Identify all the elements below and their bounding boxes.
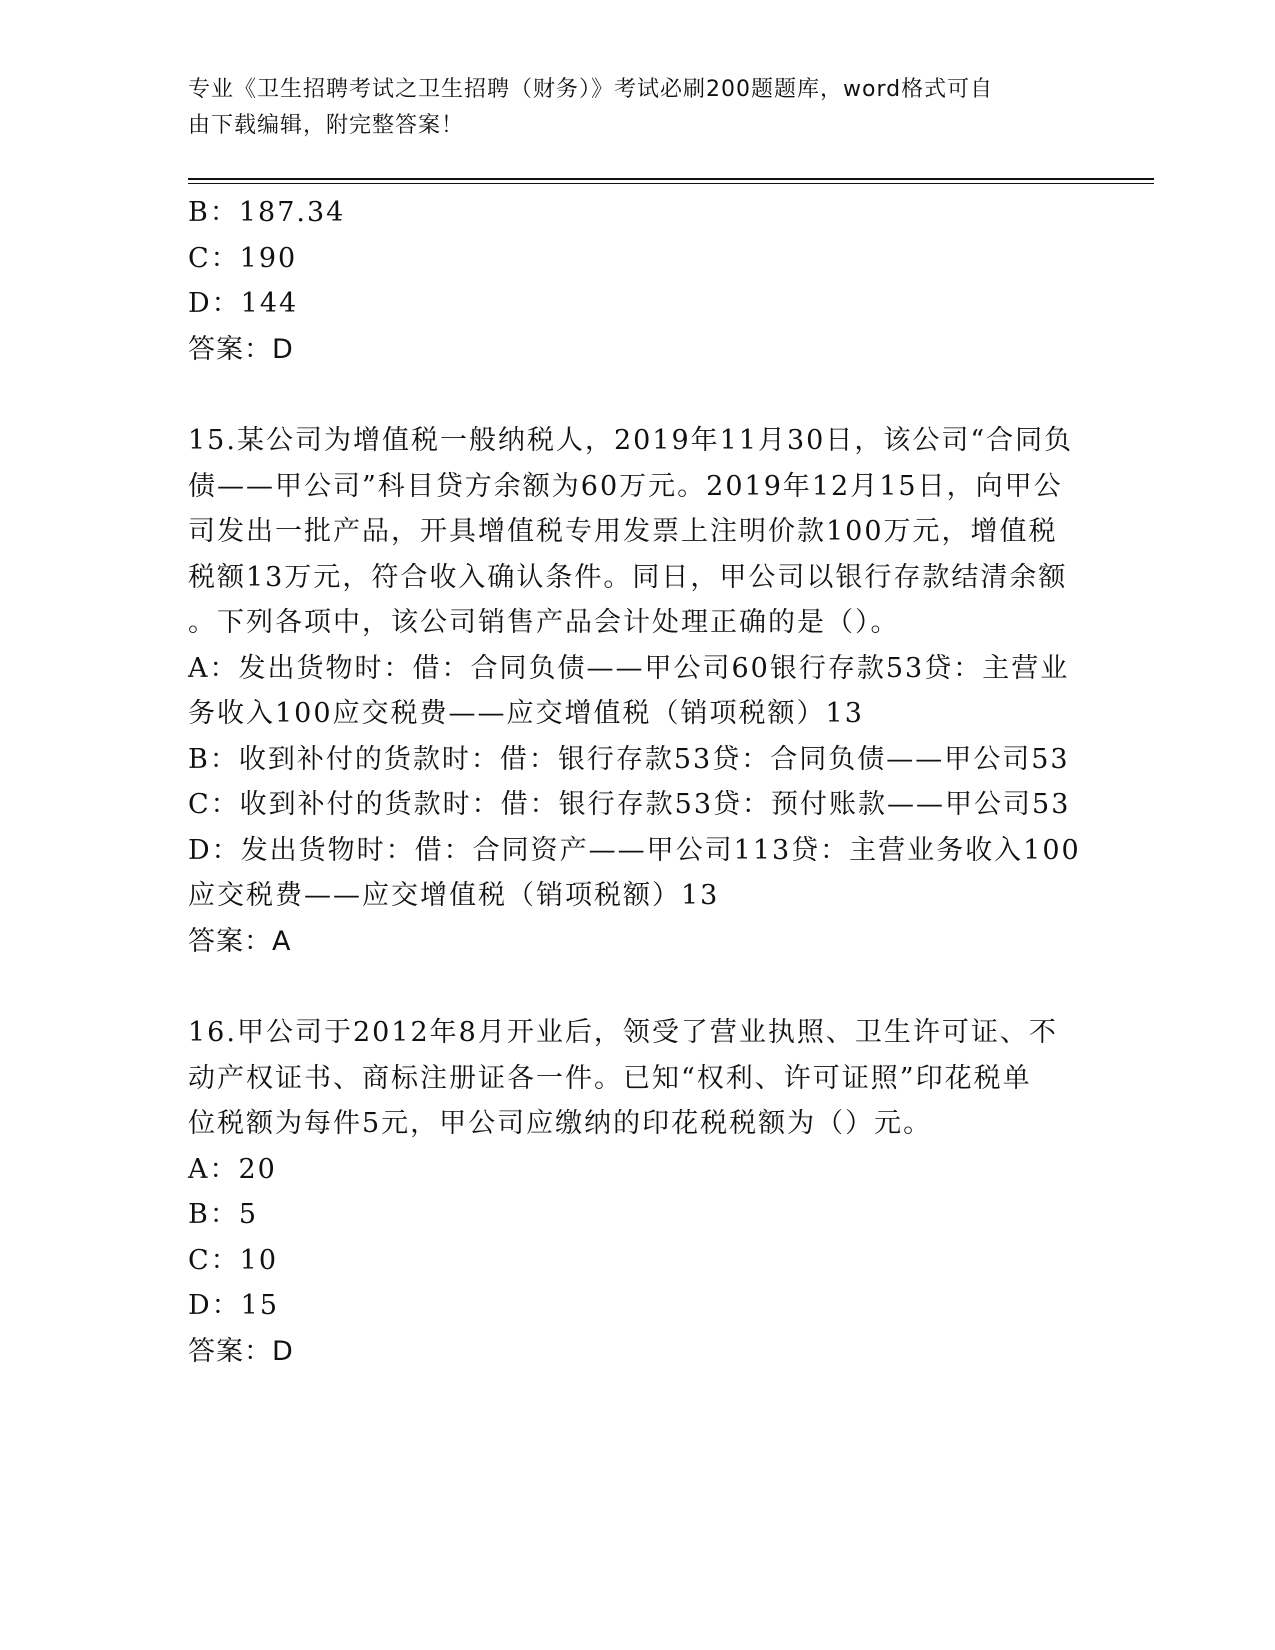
spacer: [188, 964, 1088, 1010]
header-rule-thin: [188, 183, 1154, 184]
q16-answer: 答案：D: [188, 1335, 294, 1367]
q15-stem-line: 15.某公司为增值税一般纳税人，2019年11月30日，该公司“合同负: [188, 425, 1074, 456]
q15-option-a: A：发出货物时：借：合同负债——甲公司60银行存款53贷：主营业: [188, 652, 1070, 684]
q15-stem-line: 司发出一批产品，开具增值税专用发票上注明价款100万元，增值税: [188, 516, 1058, 547]
q14-option-d: D：144: [188, 288, 299, 319]
question-content: [188, 190, 1088, 1374]
q16-option-d: D：15: [188, 1290, 280, 1321]
q15-stem-line: 税额13万元，符合收入确认条件。同日，甲公司以银行存款结清余额: [188, 561, 1068, 593]
q14-answer: 答案：D: [188, 333, 294, 365]
q16-option-b: B：5: [188, 1199, 259, 1230]
q16-option-a: A：20: [188, 1153, 277, 1185]
q15-option-b: B：收到补付的货款时：借：银行存款53贷：合同负债——甲公司53: [188, 743, 1070, 775]
q15-stem-line: 债——甲公司”科目贷方余额为60万元。2019年12月15日，向甲公: [188, 470, 1063, 502]
q15-option-d: D：发出货物时：借：合同资产——甲公司113贷：主营业务收入100: [188, 834, 1081, 866]
spacer: [188, 372, 1088, 418]
q15-option-d-cont: 应交税费——应交增值税（销项税额）13: [188, 880, 720, 911]
q15-stem-line: 。下列各项中，该公司销售产品会计处理正确的是（）。: [188, 607, 900, 638]
q14-option-c: C：190: [188, 242, 298, 274]
q15-answer: 答案：A: [188, 925, 292, 957]
q16-option-c: C：10: [188, 1244, 279, 1276]
q16-stem-line: 位税额为每件5元，甲公司应缴纳的印花税税额为（）元。: [188, 1108, 933, 1139]
q16-stem-line: 16.甲公司于2012年8月开业后，领受了营业执照、卫生许可证、不: [188, 1017, 1058, 1048]
q16-stem-line: 动产权证书、商标注册证各一件。已知“权利、许可证照”印花税单: [188, 1062, 1032, 1094]
header-line-1: 专业《卫生招聘考试之卫生招聘（财务）》考试必刷200题题库，word格式可自: [188, 77, 994, 102]
header-line-2: 由下载编辑，附完整答案！: [188, 113, 465, 138]
document-header: [188, 72, 1088, 144]
q15-option-a-cont: 务收入100应交税费——应交增值税（销项税额）13: [188, 698, 864, 729]
q15-option-c: C：收到补付的货款时：借：银行存款53贷：预付账款——甲公司53: [188, 789, 1071, 820]
q14-option-b: B：187.34: [188, 197, 346, 228]
header-rule-thick: [188, 178, 1154, 180]
